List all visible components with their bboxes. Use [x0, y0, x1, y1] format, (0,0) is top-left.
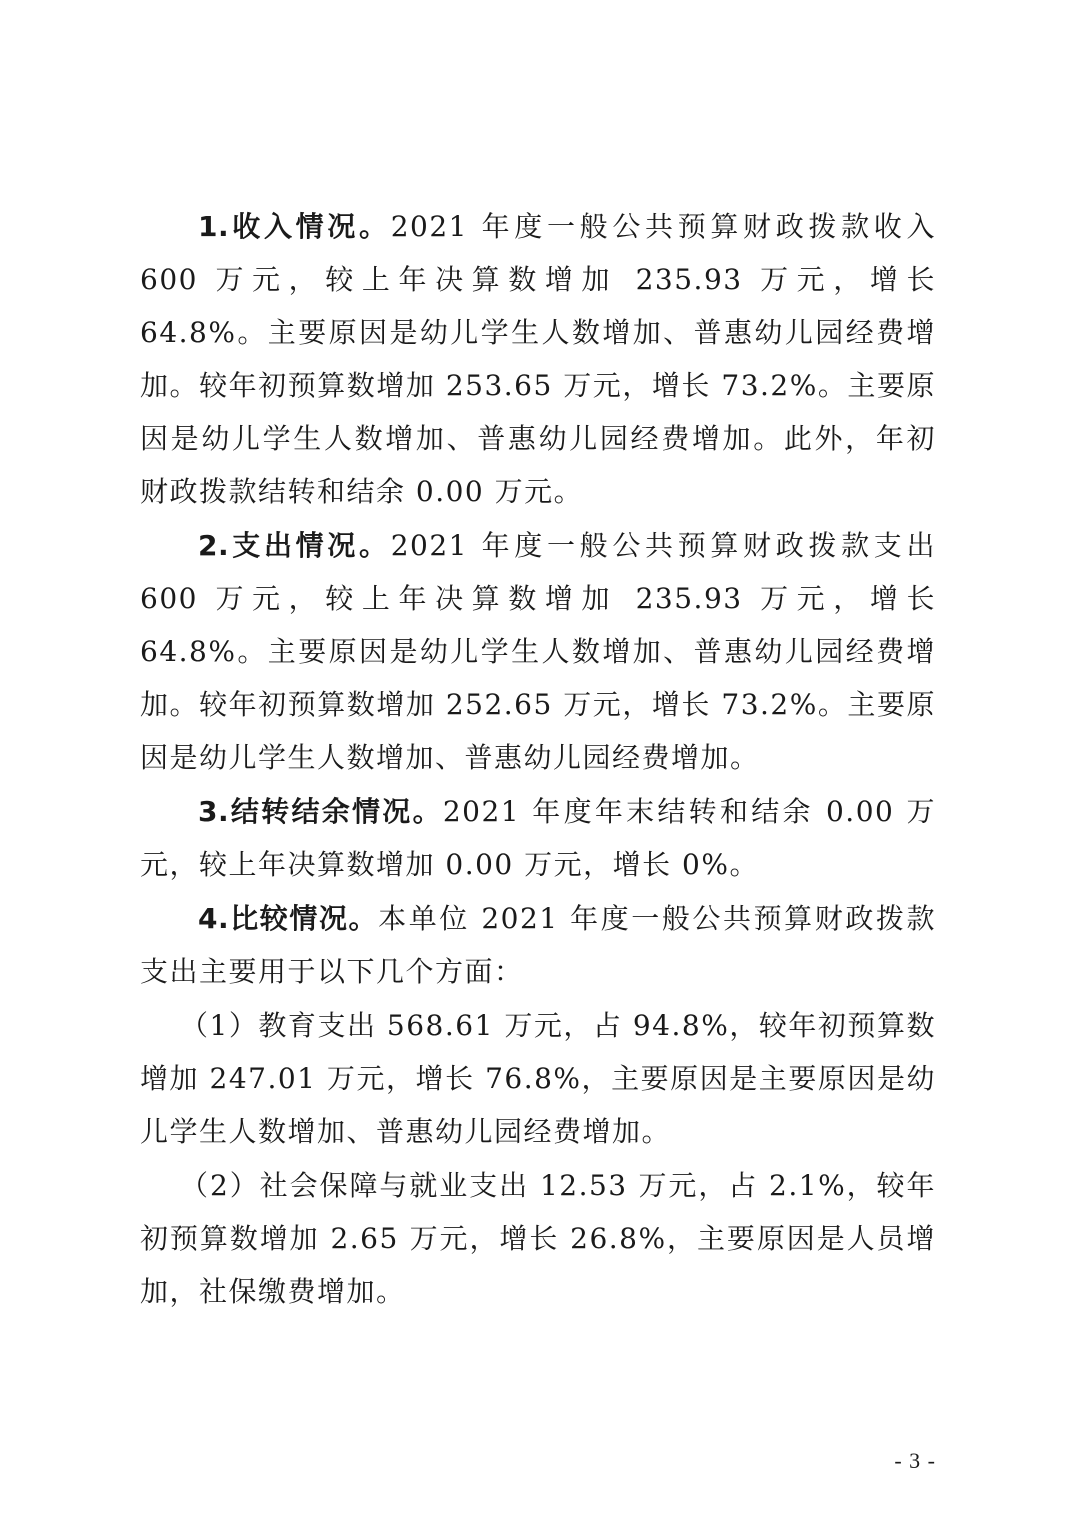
comparison-heading: 4.比较情况。 [198, 902, 379, 935]
page-number: - 3 - [894, 1448, 936, 1473]
income-heading: 1.收入情况。 [198, 210, 391, 243]
carryover-heading: 3.结转结余情况。 [198, 795, 443, 828]
expense-text: 2021 年度一般公共预算财政拨款支出 600 万元，较上年决算数增加 235.93 万元，增长 64.8%。主要原因是幼儿学生人数增加、普惠幼儿园经费增加。较年初预算数增加 252.65 万元，增长 73.2%。主要原因是幼儿学生人数增加、普惠幼儿园经费增加。 [140, 529, 936, 774]
income-paragraph [140, 200, 936, 518]
education-expense-item: （1）教育支出 568.61 万元，占 94.8%，较年初预算数增加 247.01 万元，增长 76.8%，主要原因是主要原因是幼儿学生人数增加、普惠幼儿园经费增加。 [140, 1009, 936, 1148]
comparison-text: 本单位 2021 年度一般公共预算财政拨款支出主要用于以下几个方面： [140, 902, 937, 988]
income-text: 2021 年度一般公共预算财政拨款收入 600 万元，较上年决算数增加 235.93 万元，增长 64.8%。主要原因是幼儿学生人数增加、普惠幼儿园经费增加。较年初预算数增加 253.65 万元，增长 73.2%。主要原因是幼儿学生人数增加、普惠幼儿园经费增加。此外，年初财政拨款结转和结余 0.00 万元。 [140, 210, 936, 508]
expense-heading: 2.支出情况。 [198, 529, 391, 562]
social-security-expense-item: （2）社会保障与就业支出 12.53 万元，占 2.1%，较年初预算数增加 2.65 万元，增长 26.8%，主要原因是人员增加，社保缴费增加。 [140, 1169, 936, 1308]
carryover-text: 2021 年度年末结转和结余 0.00 万元，较上年决算数增加 0.00 万元，增长 0%。 [140, 795, 937, 881]
comparison-paragraph [140, 892, 936, 998]
carryover-paragraph [140, 785, 936, 891]
document-body [140, 200, 936, 1319]
expense-paragraph [140, 519, 936, 784]
